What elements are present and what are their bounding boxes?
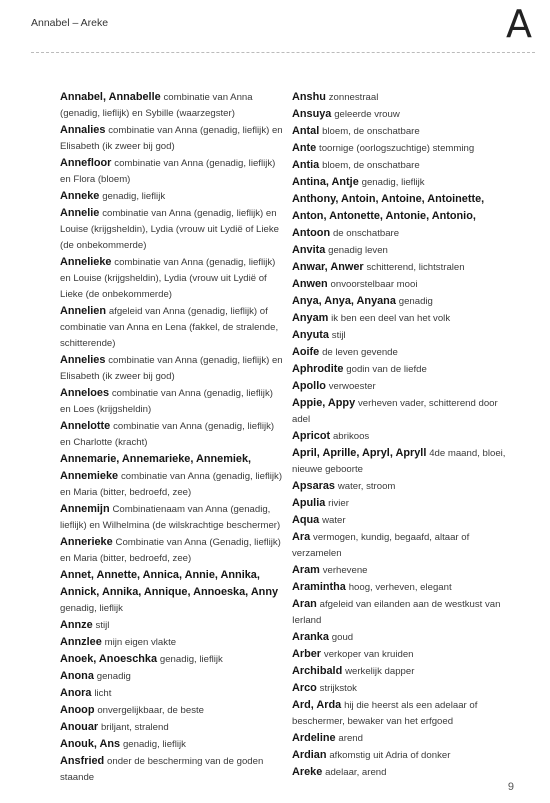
entry-name: Aram bbox=[292, 564, 320, 576]
entry-name: Aranka bbox=[292, 631, 329, 643]
name-entry bbox=[292, 529, 507, 562]
entry-name: Anyuta bbox=[292, 329, 329, 341]
name-entry bbox=[60, 418, 285, 451]
entry-meaning: mijn eigen vlakte bbox=[104, 637, 177, 648]
name-entry bbox=[60, 753, 285, 786]
entry-meaning: hij die heerst als een adelaar of beschermer, bewaker van het erfgoed bbox=[292, 700, 478, 727]
entry-meaning: schitterend, lichtstralen bbox=[366, 262, 465, 273]
entry-meaning: toornige (oorlogszuchtige) stemming bbox=[319, 143, 475, 154]
entry-name: Archibald bbox=[292, 665, 343, 677]
entry-name: Anya, Anya, Anyana bbox=[292, 295, 396, 307]
entry-name: Anona bbox=[60, 670, 94, 682]
entry-name: Aphrodite bbox=[292, 363, 344, 375]
entry-name: Aramintha bbox=[292, 581, 346, 593]
entry-meaning: combinatie van Anna (genadig, lieflijk) en Maria (bitter, bedroefd, zee) bbox=[60, 471, 283, 498]
entry-name: Annabel, Annabelle bbox=[60, 91, 161, 103]
name-entry bbox=[60, 567, 285, 617]
entry-name: Annelieke bbox=[60, 256, 112, 268]
entry-meaning: stijl bbox=[331, 330, 346, 341]
entry-meaning: bloem, de onschatbare bbox=[322, 160, 420, 171]
entry-meaning: ik ben een deel van het volk bbox=[331, 313, 451, 324]
entry-name: Ara bbox=[292, 531, 311, 543]
entry-name: Ardeline bbox=[292, 732, 336, 744]
name-entry bbox=[292, 596, 507, 629]
entry-meaning: arend bbox=[338, 733, 363, 744]
entry-meaning: geleerde vrouw bbox=[334, 109, 400, 120]
entry-name: Anouk, Ans bbox=[60, 738, 121, 750]
name-entry bbox=[292, 428, 507, 445]
entry-meaning: combinatie van Anna (genadig, lieflijk) en Louise (krijgsheldin), Lydia (vrouw uit Lydië of Lieke (de onbekommerde) bbox=[60, 208, 279, 251]
entry-name: Areke bbox=[292, 766, 323, 778]
entry-name: Ansuya bbox=[292, 108, 332, 120]
entry-meaning: water bbox=[322, 515, 346, 526]
name-entry bbox=[292, 344, 507, 361]
entry-name: Annelies bbox=[60, 354, 106, 366]
name-entry bbox=[60, 385, 285, 418]
entry-meaning: combinatie van Anna (genadig, lieflijk) en Sybille (waarzegster) bbox=[60, 92, 253, 119]
entry-name: Annerieke bbox=[60, 536, 113, 548]
entry-name: Antia bbox=[292, 159, 320, 171]
name-entry bbox=[292, 361, 507, 378]
entry-meaning: godin van de liefde bbox=[346, 364, 427, 375]
entry-name: Arco bbox=[292, 682, 317, 694]
entry-name: Apollo bbox=[292, 380, 326, 392]
name-entry bbox=[60, 668, 285, 685]
name-entry bbox=[292, 89, 507, 106]
entry-name: Anvita bbox=[292, 244, 326, 256]
entry-meaning: combinatie van Anna (genadig, lieflijk) en Charlotte (kracht) bbox=[60, 421, 275, 448]
entry-meaning: genadig bbox=[398, 296, 433, 307]
entry-meaning: 4de maand, bloei, nieuwe geboorte bbox=[292, 448, 506, 475]
entry-name: Antal bbox=[292, 125, 320, 137]
name-entry bbox=[60, 534, 285, 567]
name-entry bbox=[60, 651, 285, 668]
entry-meaning: briljant, stralend bbox=[100, 722, 169, 733]
name-entry bbox=[60, 685, 285, 702]
left-column bbox=[60, 89, 285, 786]
name-entry bbox=[292, 562, 507, 579]
name-entry bbox=[292, 629, 507, 646]
entry-meaning: onder de bescherming van de goden staande bbox=[60, 756, 264, 783]
entry-meaning: afgeleid van eilanden aan de westkust van Ierland bbox=[292, 599, 501, 626]
entry-meaning: strijkstok bbox=[319, 683, 357, 694]
entry-name: Anwen bbox=[292, 278, 328, 290]
entry-name: Anoop bbox=[60, 704, 95, 716]
name-entry bbox=[292, 276, 507, 293]
entry-name: Anthony, Antoin, Antoine, Antoinette, Anton, Antonette, Antonie, Antonio, Antoon bbox=[292, 193, 485, 239]
entry-meaning: afgeleid van Anna (genadig, lieflijk) of combinatie van Anna en Lena (fakkel, de stralende, schitterende) bbox=[60, 306, 279, 349]
entry-meaning: genadig bbox=[96, 671, 131, 682]
name-entry bbox=[292, 327, 507, 344]
name-entry bbox=[292, 293, 507, 310]
name-entry bbox=[60, 451, 285, 501]
entry-meaning: genadig, lieflijk bbox=[361, 177, 425, 188]
name-entry bbox=[60, 501, 285, 534]
entry-meaning: combinatie van Anna (genadig, lieflijk) en Loes (krijgsheldin) bbox=[60, 388, 273, 415]
entry-meaning: verheven vader, schitterend door adel bbox=[292, 398, 498, 425]
entry-name: Apulia bbox=[292, 497, 326, 509]
entry-meaning: Combinatie van Anna (Genadig, lieflijk) en Maria (bitter, bedroefd, zee) bbox=[60, 537, 281, 564]
name-entry bbox=[292, 579, 507, 596]
entry-meaning: stijl bbox=[95, 620, 110, 631]
entry-name: Appie, Appy bbox=[292, 397, 356, 409]
entry-meaning: bloem, de onschatbare bbox=[322, 126, 420, 137]
header-divider bbox=[31, 52, 535, 53]
name-entry bbox=[292, 157, 507, 174]
name-entry bbox=[292, 259, 507, 276]
entry-meaning: genadig, lieflijk bbox=[122, 739, 186, 750]
name-entry bbox=[292, 478, 507, 495]
name-entry bbox=[60, 303, 285, 352]
entry-meaning: licht bbox=[94, 688, 112, 699]
entry-meaning: onvergelijkbaar, de beste bbox=[97, 705, 204, 716]
entry-name: Aran bbox=[292, 598, 317, 610]
name-entry bbox=[292, 106, 507, 123]
entry-name: Annet, Annette, Annica, Annie, Annika, Annick, Annika, Annique, Annoeska, Anny bbox=[60, 569, 279, 598]
entry-meaning: hoog, verheven, elegant bbox=[348, 582, 452, 593]
entry-meaning: werkelijk dapper bbox=[345, 666, 415, 677]
entry-meaning: rivier bbox=[328, 498, 349, 509]
entry-meaning: vermogen, kundig, begaafd, altaar of verzamelen bbox=[292, 532, 470, 559]
entry-name: Annelien bbox=[60, 305, 106, 317]
entry-meaning: afkomstig uit Adria of donker bbox=[329, 750, 451, 761]
entry-name: Arber bbox=[292, 648, 322, 660]
entry-name: Annelie bbox=[60, 207, 100, 219]
name-entry bbox=[60, 719, 285, 736]
entry-name: Ardian bbox=[292, 749, 327, 761]
entry-name: Ansfried bbox=[60, 755, 105, 767]
entry-name: Apsaras bbox=[292, 480, 335, 492]
entry-name: Anneke bbox=[60, 190, 100, 202]
entry-meaning: genadig, lieflijk bbox=[159, 654, 223, 665]
entry-meaning: adelaar, arend bbox=[325, 767, 387, 778]
entry-meaning: goud bbox=[331, 632, 354, 643]
name-entry bbox=[60, 155, 285, 188]
name-entry bbox=[292, 764, 507, 781]
name-entry bbox=[292, 445, 507, 478]
name-entry bbox=[292, 395, 507, 428]
right-column bbox=[292, 89, 507, 781]
entry-meaning: zonnestraal bbox=[328, 92, 379, 103]
entry-meaning: genadig leven bbox=[328, 245, 388, 256]
name-entry bbox=[292, 646, 507, 663]
name-entry bbox=[60, 634, 285, 651]
entry-meaning: verwoester bbox=[328, 381, 376, 392]
entry-meaning: water, stroom bbox=[337, 481, 396, 492]
name-entry bbox=[292, 378, 507, 395]
entry-name: Annze bbox=[60, 619, 93, 631]
name-entry bbox=[60, 736, 285, 753]
entry-name: Ante bbox=[292, 142, 317, 154]
entry-name: Annelotte bbox=[60, 420, 111, 432]
page-number: 9 bbox=[507, 781, 514, 793]
entry-meaning: onvoorstelbaar mooi bbox=[330, 279, 418, 290]
entry-meaning: de onschatbare bbox=[332, 228, 400, 239]
entry-name: Apricot bbox=[292, 430, 331, 442]
entry-meaning: combinatie van Anna (genadig, lieflijk) en Flora (bloem) bbox=[60, 158, 276, 185]
name-entry bbox=[60, 89, 285, 122]
entry-name: Anyam bbox=[292, 312, 329, 324]
entry-name: Anwar, Anwer bbox=[292, 261, 364, 273]
entry-name: Annzlee bbox=[60, 636, 102, 648]
entry-name: Anouar bbox=[60, 721, 99, 733]
entry-meaning: abrikoos bbox=[332, 431, 370, 442]
running-header: Annabel – Areke bbox=[31, 17, 109, 29]
name-entry bbox=[60, 205, 285, 254]
name-entry bbox=[292, 140, 507, 157]
entry-meaning: de leven gevende bbox=[322, 347, 398, 358]
entry-name: Anshu bbox=[292, 91, 326, 103]
entry-meaning: combinatie van Anna (genadig, lieflijk) en Louise (krijgsheldin), Lydia (vrouw uit Lydië of Lieke (de onbekommerde) bbox=[60, 257, 276, 300]
entry-name: April, Aprille, Apryl, Apryll bbox=[292, 447, 427, 459]
name-entry bbox=[292, 730, 507, 747]
entry-meaning: Combinatienaam van Anna (genadig, lieflijk) en Wilhelmina (de wilskrachtige beschermer) bbox=[60, 504, 281, 531]
section-letter: A bbox=[506, 2, 532, 46]
entry-name: Annefloor bbox=[60, 157, 112, 169]
entry-name: Annalies bbox=[60, 124, 106, 136]
name-entry bbox=[292, 242, 507, 259]
name-entry bbox=[60, 617, 285, 634]
name-entry bbox=[60, 122, 285, 155]
name-entry bbox=[292, 174, 507, 191]
entry-name: Anneloes bbox=[60, 387, 110, 399]
entry-name: Ard, Arda bbox=[292, 699, 342, 711]
name-entry bbox=[60, 702, 285, 719]
entry-meaning: verkoper van kruiden bbox=[323, 649, 414, 660]
entry-name: Aoife bbox=[292, 346, 320, 358]
name-entry bbox=[60, 352, 285, 385]
name-entry bbox=[292, 680, 507, 697]
entry-name: Anora bbox=[60, 687, 92, 699]
name-entry bbox=[60, 188, 285, 205]
entry-name: Antina, Antje bbox=[292, 176, 359, 188]
entry-name: Annemarie, Annemarieke, Annemiek, Annemieke bbox=[60, 453, 252, 482]
entry-meaning: combinatie van Anna (genadig, lieflijk) en Elisabeth (ik zweer bij god) bbox=[60, 125, 283, 152]
entry-meaning: combinatie van Anna (genadig, lieflijk) en Elisabeth (ik zweer bij god) bbox=[60, 355, 283, 382]
entry-meaning: verhevene bbox=[322, 565, 368, 576]
name-entry bbox=[292, 663, 507, 680]
entry-name: Annemijn bbox=[60, 503, 110, 515]
name-entry bbox=[292, 310, 507, 327]
entry-meaning: genadig, lieflijk bbox=[60, 603, 123, 614]
name-entry bbox=[60, 254, 285, 303]
entry-name: Anoek, Anoeschka bbox=[60, 653, 158, 665]
name-entry bbox=[292, 747, 507, 764]
name-entry bbox=[292, 512, 507, 529]
entry-name: Aqua bbox=[292, 514, 320, 526]
name-entry bbox=[292, 123, 507, 140]
entry-meaning: genadig, lieflijk bbox=[102, 191, 166, 202]
name-entry bbox=[292, 191, 507, 242]
name-entry bbox=[292, 495, 507, 512]
name-entry bbox=[292, 697, 507, 730]
